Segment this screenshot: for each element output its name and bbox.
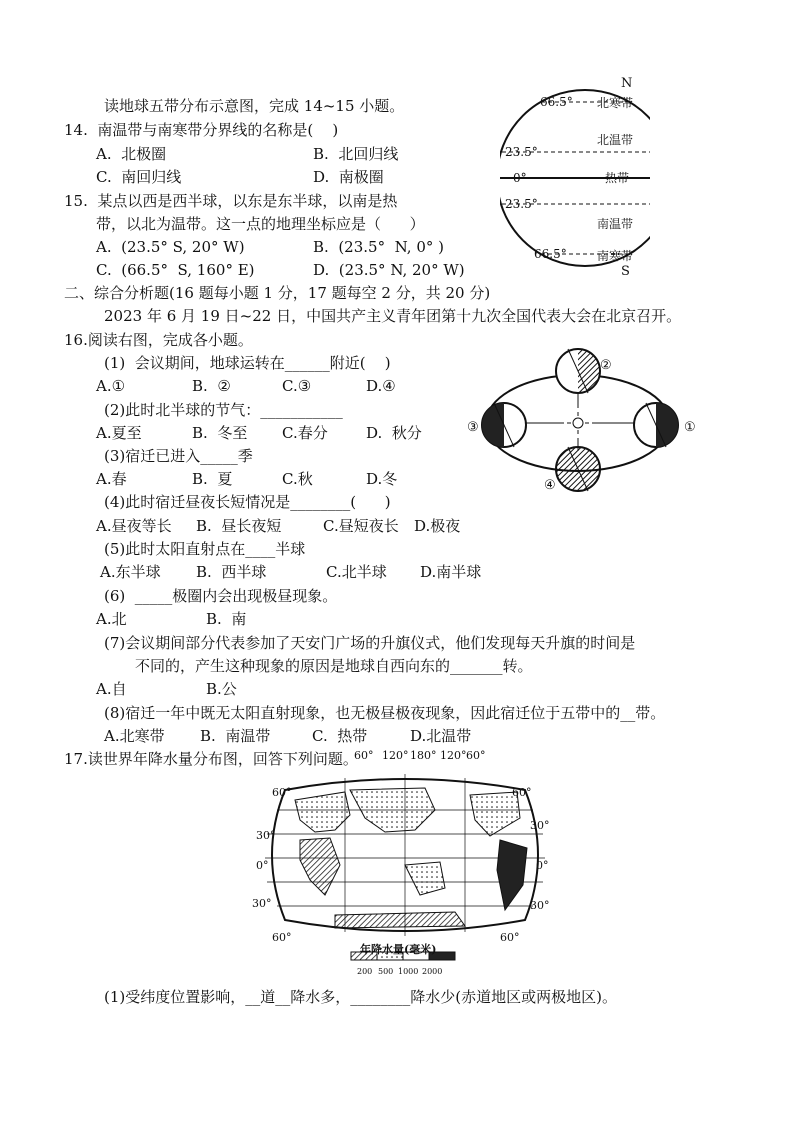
q16-s1-d: D.④ <box>366 377 396 395</box>
orbit-label-1: ① <box>684 420 696 435</box>
map-top-lon-4: 120° <box>440 749 467 762</box>
legend-value-200: 200 <box>357 967 373 976</box>
zone-south-temperate: 南温带 <box>597 217 634 231</box>
earth-position-4-icon <box>556 447 600 491</box>
q14-option-a: A. 北极圈 <box>96 145 167 163</box>
q16-s3-b: B. 夏 <box>192 470 233 488</box>
map-legend-title: 年降水量(毫米) <box>360 943 437 956</box>
q16-s3-d: D.冬 <box>366 470 398 488</box>
q16-s4-a: A.昼夜等长 <box>96 517 172 535</box>
q16-s5-d: D.南半球 <box>420 563 482 581</box>
map-top-lon-1: 60° <box>354 749 374 762</box>
map-right-lat-1: 60° <box>512 786 532 799</box>
q15-stem-2: 带，以北为温带。这一点的地理坐标应是（ ） <box>96 215 425 233</box>
q16-s2-c: C.春分 <box>282 424 328 442</box>
q15-stem-1: 15. 某点以西是西半球，以东是东半球，以南是热 <box>64 192 398 210</box>
q16-s8-b: B. 南温带 <box>200 727 271 745</box>
q16-s1-a: A.① <box>96 377 126 395</box>
zone-south-frigid: 南寒带 <box>597 249 634 263</box>
q17-title: 17.读世界年降水量分布图，回答下列问题。 <box>64 750 358 768</box>
q16-s6-b: B. 南 <box>206 610 247 628</box>
q15-option-a: A. (23.5° S, 20° W) <box>96 238 245 256</box>
q16-s5-stem: (5)此时太阳直射点在____半球 <box>104 540 306 558</box>
lat-label-eq: 0° <box>513 171 527 185</box>
q16-s8-d: D.北温带 <box>410 727 472 745</box>
q16-s5-c: C.北半球 <box>326 563 387 581</box>
intro-line: 读地球五带分布示意图，完成 14~15 小题。 <box>104 97 405 115</box>
q16-s7-stem-2: 不同的，产生这种现象的原因是地球自西向东的_______转。 <box>135 657 533 675</box>
map-top-lon-2: 120° <box>382 749 409 762</box>
map-left-lat-5: 60° <box>272 931 292 944</box>
lat-label-s23: 23.5° <box>505 197 538 211</box>
q16-s5-a: A.东半球 <box>100 563 161 581</box>
legend-value-2000: 2000 <box>422 967 443 976</box>
q16-s2-stem: (2)此时北半球的节气：___________ <box>104 401 343 419</box>
earth-position-3-icon <box>482 403 526 447</box>
q16-s1-b: B. ② <box>192 377 231 395</box>
q16-s4-b: B. 昼长夜短 <box>196 517 282 535</box>
q16-s6-a: A.北 <box>96 610 127 628</box>
lat-label-n66: 66.5° <box>540 95 573 109</box>
q16-s4-d: D.极夜 <box>414 517 461 535</box>
map-left-lat-4: 30° <box>252 897 272 910</box>
q15-option-b: B. (23.5° N, 0° ) <box>313 238 444 256</box>
zone-tropical: 热带 <box>605 171 630 185</box>
q16-s8-a: A.北寒带 <box>104 727 165 745</box>
q16-s7-a: A.自 <box>96 680 127 698</box>
orbit-label-2: ② <box>600 358 612 373</box>
map-right-lat-4: 30° <box>530 899 550 912</box>
map-left-lat-3: 0° <box>256 859 269 872</box>
map-top-lon-3: 180° <box>410 749 437 762</box>
q15-option-c: C. (66.5° S, 160° E) <box>96 261 255 279</box>
section-2-header: 二、综合分析题(16 题每小题 1 分，17 题每空 2 分，共 20 分) <box>64 284 491 302</box>
earth-position-2-icon <box>556 349 600 393</box>
zone-north-frigid: 北寒带 <box>597 96 634 110</box>
context-line: 2023 年 6 月 19 日~22 日，中国共产主义青年团第十九次全国代表大会在北京召开。 <box>104 307 682 325</box>
q15-option-d: D. (23.5° N, 20° W) <box>313 261 465 279</box>
q16-s7-stem-1: (7)会议期间部分代表参加了天安门广场的升旗仪式，他们发现每天升旗的时间是 <box>104 634 636 652</box>
earth-orbit-diagram <box>462 345 712 505</box>
map-right-lat-2: 30° <box>530 819 550 832</box>
orbit-label-4: ④ <box>544 478 556 493</box>
q16-title: 16.阅读右图，完成各小题。 <box>64 331 253 349</box>
q14-option-d: D. 南极圈 <box>313 168 384 186</box>
q17-s1-stem: (1)受纬度位置影响，__道__降水多，________降水少(赤道地区或两极地区)。 <box>104 988 617 1006</box>
q16-s5-b: B. 西半球 <box>196 563 267 581</box>
orbit-label-3: ③ <box>467 420 479 435</box>
q16-s3-a: A.春 <box>96 470 127 488</box>
legend-value-1000: 1000 <box>398 967 419 976</box>
q16-s2-d: D. 秋分 <box>366 424 422 442</box>
q16-s3-c: C.秋 <box>282 470 313 488</box>
lat-label-s66: 66.5° <box>534 247 567 261</box>
q16-s4-c: C.昼短夜长 <box>323 517 399 535</box>
q16-s7-b: B.公 <box>206 680 237 698</box>
map-left-lat-1: 60° <box>272 786 292 799</box>
q14-option-c: C. 南回归线 <box>96 168 182 186</box>
map-right-lat-5: 60° <box>500 931 520 944</box>
q14-stem: 14. 南温带与南寒带分界线的名称是( ) <box>64 121 339 139</box>
q16-s4-stem: (4)此时宿迁昼夜长短情况是________( ) <box>104 493 391 511</box>
map-left-lat-2: 30° <box>256 829 276 842</box>
q16-s2-a: A.夏至 <box>96 424 142 442</box>
zone-north-temperate: 北温带 <box>597 133 634 147</box>
q16-s2-b: B. 冬至 <box>192 424 248 442</box>
q16-s1-c: C.③ <box>282 377 312 395</box>
map-top-lon-5: 60° <box>466 749 486 762</box>
lat-label-n23: 23.5° <box>505 145 538 159</box>
q14-option-b: B. 北回归线 <box>313 145 399 163</box>
legend-value-500: 500 <box>378 967 394 976</box>
north-label: N <box>621 76 633 91</box>
q16-s3-stem: (3)宿迁已进入_____季 <box>104 447 253 465</box>
q16-s8-c: C. 热带 <box>312 727 368 745</box>
earth-position-1-icon <box>634 403 678 447</box>
q16-s1-stem: (1) 会议期间，地球运转在______附近( ) <box>104 354 391 372</box>
south-label: S <box>621 264 630 279</box>
map-right-lat-3: 0° <box>536 859 549 872</box>
q16-s6-stem: (6) _____极圈内会出现极昼现象。 <box>104 587 338 605</box>
q16-s8-stem: (8)宿迁一年中既无太阳直射现象，也无极昼极夜现象，因此宿迁位于五带中的__带。 <box>104 704 666 722</box>
